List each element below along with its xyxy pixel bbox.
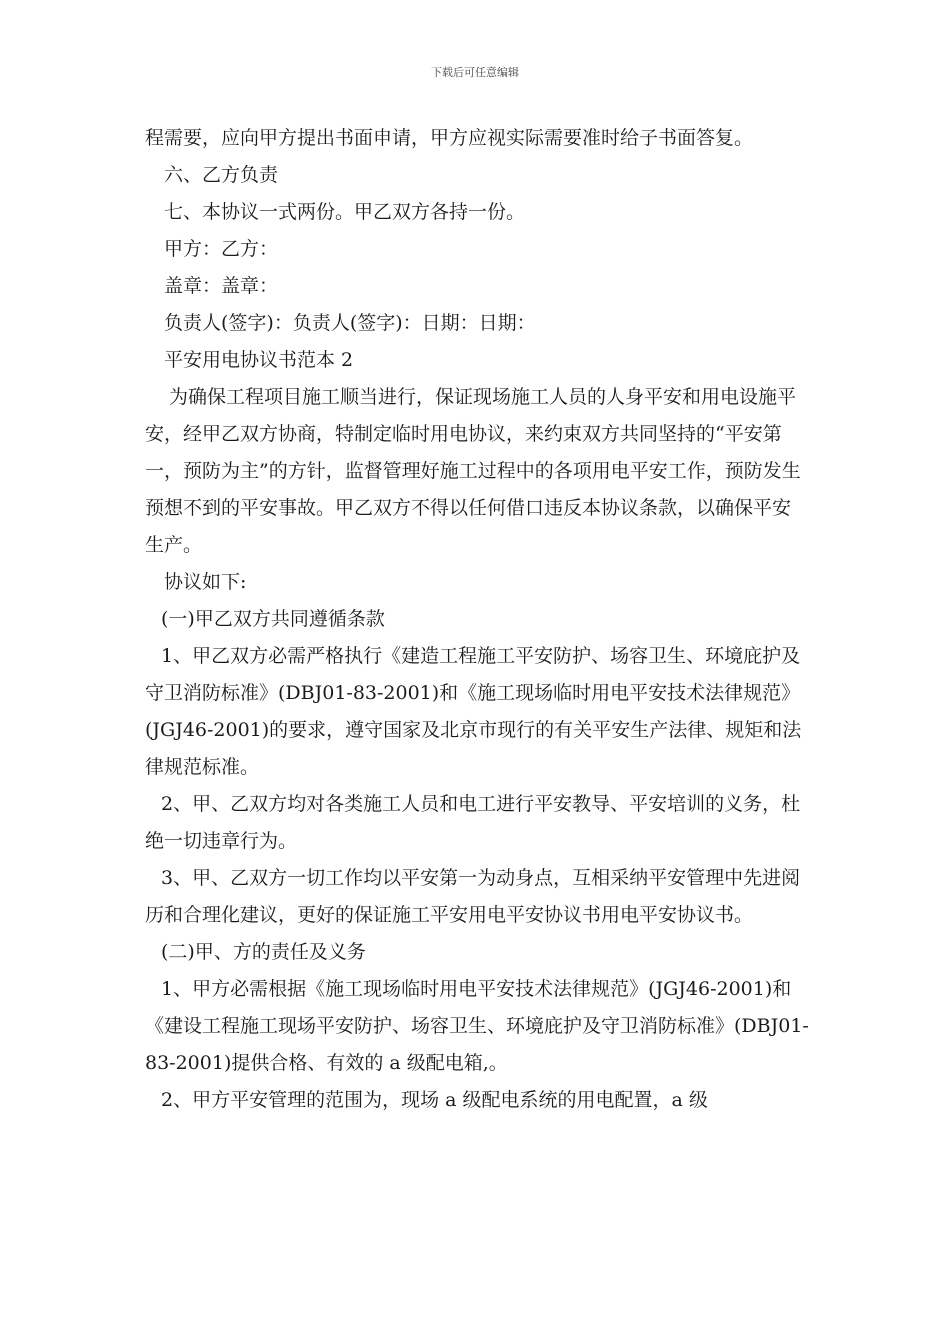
party-a-clause-2: 2、甲方平安管理的范围为，现场 a 级配电系统的用电配置，a 级 [161, 1089, 708, 1111]
party-a-clause-1: 1、甲方必需根据《施工现场临时用电平安技术法律规范》(JGJ46-2001)和《建设工程施工现场平安防护、场容卫生、环境庇护及守卫消防标准》(DBJ01-83-2001)提供合格、有效的 a 级配电箱,。 [145, 978, 809, 1074]
page-header: 下载后可任意编辑 [431, 66, 519, 79]
signature-date-line: 负责人(签字)：负责人(签字)：日期：日期： [164, 312, 536, 334]
intro-paragraph: 为确保工程项目施工顺当进行，保证现场施工人员的人身平安和用电设施平安，经甲乙双方协商，特制定临时用电协议，来约束双方共同坚持的“平安第一，预防为主”的方针，监督管理好施工过程中的各项用电平安工作，预防发生预想不到的平安事故。甲乙双方不得以任何借口违反本协议条款，以确保平安生产。 [145, 386, 801, 556]
clause-seven: 七、本协议一式两份。甲乙双方各持一份。 [164, 201, 526, 223]
joint-clause-1: 1、甲乙双方必需严格执行《建造工程施工平安防护、场容卫生、环境庇护及守卫消防标准》(DBJ01-83-2001)和《施工现场临时用电平安技术法律规范》(JGJ46-2001)的要求，遵守国家及北京市现行的有关平安生产法律、规矩和法律规范标准。 [145, 645, 802, 778]
section-title: 平安用电协议书范本 2 [164, 349, 354, 371]
clause-six: 六、乙方负责 [164, 164, 279, 186]
joint-clause-2: 2、甲、乙双方均对各类施工人员和电工进行平安教导、平安培训的义务，杜绝一切违章行为。 [145, 793, 801, 852]
subsection-two-heading: (二)甲、方的责任及义务 [161, 941, 366, 963]
seal-line: 盖章：盖章： [164, 275, 279, 297]
joint-clause-3: 3、甲、乙双方一切工作均以平安第一为动身点，互相采纳平安管理中先进阅历和合理化建议，更好的保证施工平安用电平安协议书用电平安协议书。 [145, 867, 801, 926]
subsection-one-heading: (一)甲乙双方共同遵循条款 [161, 608, 385, 630]
party-line: 甲方：乙方： [164, 238, 279, 260]
document-body [145, 120, 809, 1119]
agreement-heading: 协议如下: [164, 571, 247, 593]
paragraph-continuation: 程需要，应向甲方提出书面申请，甲方应视实际需要准时给子书面答复。 [145, 127, 754, 149]
